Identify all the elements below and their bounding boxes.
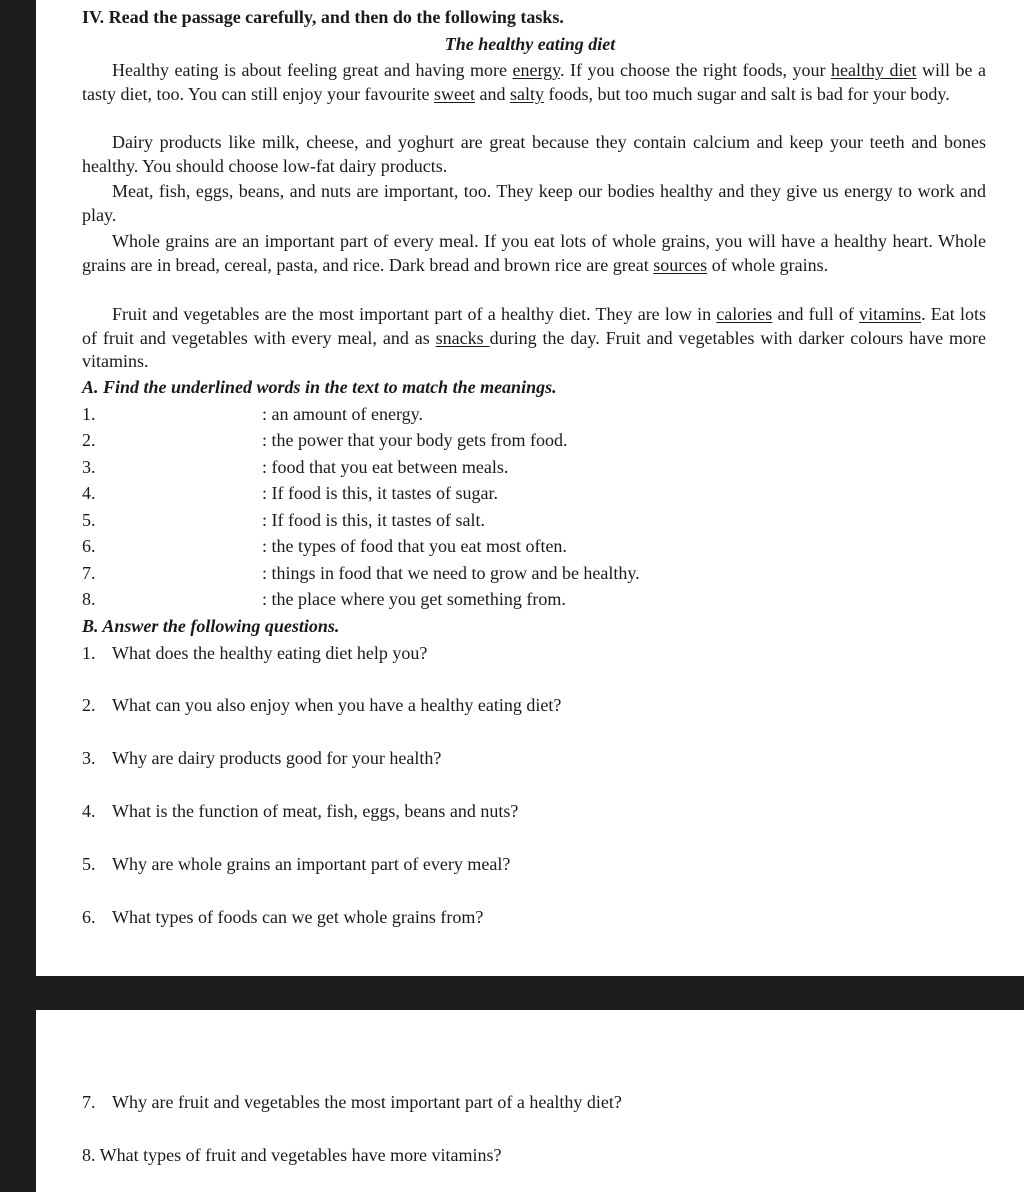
passage-paragraph-4 [82, 230, 986, 277]
passage-title: The healthy eating diet [444, 34, 616, 54]
passage-text: Fruit and vegetables are the most important part of a healthy diet. They are low in [112, 304, 717, 324]
question-number: 2. [82, 695, 96, 715]
underlined-word: healthy diet [831, 60, 917, 80]
passage-paragraph-3 [82, 180, 986, 227]
underlined-word: energy [512, 60, 560, 80]
passage-text: . If you choose the right foods, your [559, 60, 831, 80]
passage-text: Meat, fish, eggs, beans, and nuts are important, too. They keep our bodies healthy and they give us energy to work and play. [82, 181, 986, 225]
exercise-heading: IV. Read the passage carefully, and then do the following tasks. [82, 7, 564, 27]
underlined-word: calories [716, 304, 773, 324]
question-number: 6. [82, 907, 96, 927]
passage-paragraph-1 [82, 59, 986, 106]
question-item-last: 8. What types of fruit and vegetables have more vitamins? [82, 1145, 502, 1165]
question-number: 1. [82, 643, 96, 663]
passage-text: and [474, 83, 510, 104]
question-text: What can you also enjoy when you have a healthy eating diet? [112, 695, 562, 715]
matching-number: 7. [82, 563, 96, 583]
matching-definition: : the types of food that you eat most often. [262, 536, 567, 556]
matching-definition: : the place where you get something from. [262, 589, 566, 609]
passage-text: Healthy eating is about feeling great and having more [112, 60, 513, 80]
underlined-word: sweet [433, 83, 475, 104]
section-b-title: B. Answer the following questions. [82, 616, 340, 636]
underlined-word: vitamins [859, 304, 922, 324]
passage-text: Dairy products like milk, cheese, and yoghurt are great because they contain calcium and keep your teeth and bones healthy. You should choose low-fat dairy products. [82, 132, 986, 176]
matching-number: 2. [82, 430, 96, 450]
matching-number: 4. [82, 483, 96, 503]
question-text: What does the healthy eating diet help you? [112, 643, 428, 663]
passage-paragraph-5 [82, 303, 986, 374]
underlined-word: salty [509, 83, 544, 104]
passage-text: during the day. Fruit and vegetables with darker colours have more vitamins. [82, 327, 986, 371]
passage-text: will be a tasty diet, too. You can still enjoy your favourite [82, 60, 986, 104]
question-text: Why are fruit and vegetables the most important part of a healthy diet? [112, 1092, 622, 1112]
question-number: 7. [82, 1092, 96, 1112]
passage-text: foods, but too much sugar and salt is bad for your body. [543, 83, 950, 104]
passage-text: Whole grains are an important part of every meal. If you eat lots of whole grains, you will have a healthy heart. Whole grains are in bread, cereal, pasta, and rice. Dark bread and brown rice are great [82, 231, 986, 275]
matching-definition: : food that you eat between meals. [262, 457, 509, 477]
matching-number: 5. [82, 510, 96, 530]
matching-number: 8. [82, 589, 96, 609]
question-text: What is the function of meat, fish, eggs, beans and nuts? [112, 801, 519, 821]
question-number: 3. [82, 748, 96, 768]
matching-number: 1. [82, 404, 96, 424]
matching-definition: : the power that your body gets from food. [262, 430, 568, 450]
question-text: What types of foods can we get whole grains from? [112, 907, 484, 927]
matching-definition: : an amount of energy. [262, 404, 423, 424]
matching-number: 6. [82, 536, 96, 556]
passage-text: of whole grains. [707, 254, 829, 275]
passage-text: . Eat lots of fruit and vegetables with every meal, and as [82, 304, 986, 348]
passage-text: and full of [772, 304, 860, 324]
matching-definition: : If food is this, it tastes of salt. [262, 510, 485, 530]
question-number: 5. [82, 854, 96, 874]
underlined-word: sources [653, 254, 708, 275]
worksheet-page-bottom [36, 1010, 1024, 1192]
matching-number: 3. [82, 457, 96, 477]
question-text: Why are dairy products good for your health? [112, 748, 442, 768]
matching-definition: : things in food that we need to grow and be healthy. [262, 563, 640, 583]
underlined-word: snacks [435, 327, 490, 348]
question-number: 4. [82, 801, 96, 821]
question-text: Why are whole grains an important part of every meal? [112, 854, 511, 874]
section-a-title: A. Find the underlined words in the text to match the meanings. [82, 377, 557, 397]
passage-paragraph-2 [82, 131, 986, 178]
worksheet-page-top [36, 0, 1024, 976]
matching-definition: : If food is this, it tastes of sugar. [262, 483, 498, 503]
